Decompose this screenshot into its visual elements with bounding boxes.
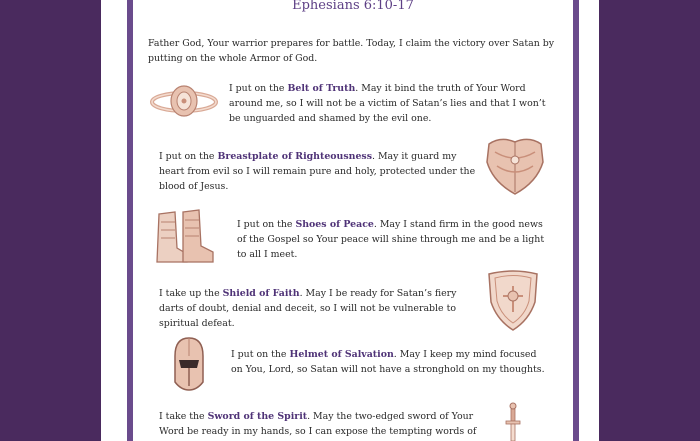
helmet-of-salvation-label: Helmet of Salvation — [289, 349, 394, 360]
shoes-of-peace-label: Shoes of Peace — [295, 219, 374, 230]
scripture-heading: Ephesians 6:10-17 — [292, 0, 414, 13]
sword-of-the-spirit-paragraph: I take the Sword of the Spirit. May the two-edged sword of Your Word be ready in my hands, so I can expose the tempting words of — [159, 411, 477, 437]
shoes-of-peace-paragraph: I put on the Shoes of Peace. May I stand firm in the good news of the Gospel so Your peace will shine through me and be a light to all I meet. — [237, 219, 545, 260]
prayer-page — [133, 0, 573, 441]
helmet-icon — [169, 336, 209, 392]
helmet-of-salvation-paragraph: I put on the Helmet of Salvation. May I keep my mind focused on You, Lord, so Satan will not have a stronghold on my thoughts. — [231, 349, 545, 375]
breastplate-label: Breastplate of Righteousness — [217, 151, 372, 162]
intro-paragraph: Father God, Your warrior prepares for battle. Today, I claim the victory over Satan by putting on the whole Armor of God. — [148, 38, 555, 64]
shield-of-faith-paragraph: I take up the Shield of Faith. May I be ready for Satan’s fiery darts of doubt, denial and deceit, so I will not be vulnerable to spiritual defeat. — [159, 288, 457, 329]
belt-of-truth-label: Belt of Truth — [287, 83, 356, 94]
boots-icon — [153, 208, 217, 266]
sword-icon — [505, 402, 521, 441]
breastplate-paragraph: I put on the Breastplate of Righteousness. May it guard my heart from evil so I will remain pure and holy, protected under the blood of Jesus. — [159, 151, 476, 192]
breastplate-icon — [481, 134, 549, 196]
belt-icon — [150, 84, 218, 120]
shield-icon — [485, 268, 541, 332]
sword-of-the-spirit-label: Sword of the Spirit — [207, 411, 308, 422]
belt-of-truth-paragraph: I put on the Belt of Truth. May it bind the truth of Your Word around me, so I will not be a victim of Satan’s lies and that I won’t be unguarded and shamed by the evil one. — [229, 83, 546, 124]
shield-of-faith-label: Shield of Faith — [222, 288, 300, 299]
